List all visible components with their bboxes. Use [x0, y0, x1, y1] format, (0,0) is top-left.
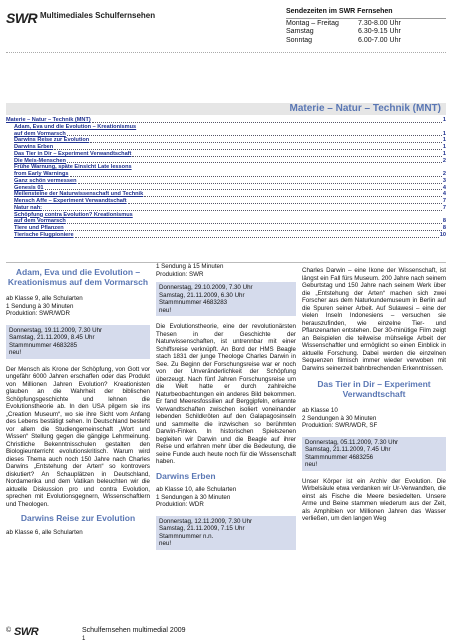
toc-entry-title[interactable]: Schöpfung contra Evolution? Kreationismus [14, 211, 133, 218]
toc-page-number[interactable]: 1 [442, 150, 446, 157]
toc-leader [70, 176, 442, 177]
toc-entry[interactable] [6, 212, 446, 219]
toc-entry[interactable] [6, 117, 446, 124]
header-divider [6, 52, 446, 53]
toc-entry-title[interactable]: auf dem Vormarsch [14, 218, 66, 225]
column-1 [6, 267, 150, 536]
toc-entry[interactable] [6, 131, 446, 138]
page-number: 1 [82, 636, 86, 640]
article-meta-2: ab Klasse 6, alle Schularten [6, 528, 83, 536]
toc-entry-title[interactable]: from Early Warnings [14, 171, 69, 177]
toc-entry[interactable] [6, 137, 446, 144]
toc-entry-title[interactable]: Adam, Eva und die Evolution – Kreationismus [14, 123, 137, 130]
toc-leader [67, 162, 442, 163]
schedule-row [286, 37, 446, 46]
toc-entry-title[interactable]: Tierische Flugpioniere [14, 231, 74, 238]
toc-page-number[interactable]: 3 [442, 177, 446, 184]
toc-entry-title[interactable]: Die Meis-Menschen [14, 157, 66, 164]
article-heading-2: Darwins Reise zur Evolution [20, 513, 136, 523]
toc-leader [92, 122, 442, 123]
toc-entry-title[interactable]: Das Tier in Dir – Experiment Verwandtschaft [14, 150, 132, 157]
toc-leader [54, 149, 442, 150]
toc-entry[interactable] [6, 205, 446, 212]
toc-entry[interactable] [6, 171, 446, 178]
toc-page-number[interactable]: 4 [442, 191, 446, 198]
toc-entry[interactable] [6, 218, 446, 225]
toc-page-number[interactable]: 7 [442, 204, 446, 211]
toc-leader [78, 183, 442, 184]
article-heading: Adam, Eva und die Evolution – Kreationismus auf dem Vormarsch [7, 267, 149, 287]
toc-entry[interactable] [6, 124, 446, 131]
article-body: Die Evolutionstheorie, eine der revolutionärsten Thesen in der Geschichte der Naturwissenschaften, ist untrennbar mit einer Schiffsreise verknüpft. An Bord der HMS Beagle stach 1831 der junge Theologe Charles Darwin in See. Zu Beginn der Forschungsreise war er noch von der Unveränderlichkeit der Schöpfung überzeugt. Nach fünf Jahren Forschungsreise um die Welt hatte er durch zahlreiche Naturbeobachtungen ein anderes Bild bekommen. Er fand Meeresfossilien auf Berggipfeln, erkannte Verwandtschaften zwischen isoliert voneinander lebenden Schildkröten auf den Galapagosinseln und sammelte die inzwischen so berühmten Darwin-Finken. In historischen Spielszenen begleiten wir Darwin und die Beagle auf ihrer Reise und erfahren mehr über die Bedeutung, die seine Funde auch heute noch für die Wissenschaft haben. [156, 323, 296, 465]
toc-leader [75, 237, 439, 238]
schedule-box [286, 8, 446, 45]
toc-entry-title[interactable]: Darwins Reise zur Evolution [14, 137, 90, 144]
toc-entry-title[interactable]: Genesis 01 [14, 184, 44, 191]
toc-entry[interactable] [6, 225, 446, 232]
toc-leader [45, 189, 442, 190]
broadcast-box-2: Donnerstag, 12.11.2009, 7.30 Uhr Samstag, 21.11.2009, 7.15 Uhr Stammnummer n.n. neu! [156, 516, 296, 550]
schedule-row [286, 20, 446, 29]
toc-entry[interactable] [6, 232, 446, 239]
footer-text: Schulfernsehen multimedial 2009 [82, 627, 186, 634]
toc-leader [65, 230, 442, 231]
toc-entry-title[interactable]: Ganz schön vermessen [14, 177, 77, 184]
toc-entry-title[interactable]: Frühe Warnung, späte Einsicht Late lessons [14, 164, 132, 171]
toc-entry[interactable] [6, 191, 446, 198]
broadcast-box: Donnerstag, 05.11.2009, 7.30 Uhr Samstag, 21.11.2009, 7.45 Uhr Stammnummer 4683256 neu! [302, 437, 446, 471]
schedule-time: 7.30-8.00 Uhr [358, 19, 401, 27]
toc-page-number[interactable]: 1 [442, 117, 446, 123]
schedule-day: Samstag [286, 28, 314, 35]
toc-page-number[interactable]: 2 [442, 157, 446, 164]
article-body-2: Unser Körper ist ein Archiv der Evolution. Die Wirbelsäule etwa verdanken wir Ur-Verwandten, die einst als Fische die Meere besiedelten. Unsere Arme und Beine stammen wiederum aus der Zeit, als Amphibien vor Millionen Jahren das Wasser verließen, um den langen Weg [302, 477, 446, 522]
schedule-time: 6.30-9.15 Uhr [358, 28, 401, 35]
toc-entry-title[interactable]: Tiere und Pflanzen [14, 225, 64, 231]
schedule-row [286, 28, 446, 37]
toc-leader [128, 203, 442, 204]
toc-entry[interactable] [6, 164, 446, 171]
schedule-day: Montag – Freitag [286, 19, 339, 27]
schedule-day: Sonntag [286, 36, 313, 44]
table-of-contents [6, 117, 446, 239]
article-heading-2: Darwins Erben [156, 470, 216, 481]
toc-entry[interactable] [6, 198, 446, 205]
toc-entry-title[interactable]: Darwins Erben [14, 144, 54, 150]
article-meta: 1 Sendung à 15 Minuten Produktion: SWR [156, 263, 224, 278]
toc-entry[interactable] [6, 144, 446, 151]
toc-page-number[interactable]: 7 [442, 198, 446, 204]
toc-entry[interactable] [6, 185, 446, 192]
toc-entry-title[interactable]: Mensch Affe – Experiment Verwandtschaft [14, 198, 127, 204]
broadcast-box: Donnerstag, 29.10.2009, 7.30 Uhr Samstag, 21.11.2009, 6.30 Uhr Stammnummer 4683283 neu! [156, 282, 296, 316]
toc-leader [132, 156, 441, 157]
toc-entry-title[interactable]: Materie – Natur – Technik (MNT) [6, 117, 91, 123]
article-meta-2: ab Klasse 10, alle Schularten 1 Sendungen à 30 Minuten Produktion: WDR [156, 486, 237, 508]
toc-entry[interactable] [6, 158, 446, 165]
article-body: Der Mensch als Krone der Schöpfung, von Gott vor ungefähr 6000 Jahren erschaffen oder das Produkt von Millionen Jahren Evolution? Kreationisten glauben an die Wahrheit der biblischen Schöpfungsgeschichte und lehnen die Evolutionstheorie ab. In den USA pilgern sie ins „Creation Museum“, wo sie ihre Sicht vom Anfang des Lebens bestätigt sehen. In Deutschland besteht vor allem die Studiengemeinschaft „Wort und Wissen“ Stellung gegen die gängige Lehrmeinung. Christliche Bekenntnisschulen gestalten den Biologieunterricht evolutionskritisch. Warum wird dieses Thema auch noch 150 Jahre nach Charles Darwins „Entstehung der Arten“ so kontrovers diskutiert? An Schauplätzen in Deutschland, Nordamerika und dem Vatikan beleuchten wir die aktuelle Diskussion pro und contra Evolution, sprechen mit Evolutionsgegnern, Wissenschaftlern und Theologen. [6, 365, 150, 508]
header-title: Multimediales Schulfernsehen [40, 11, 156, 20]
page-title: Materie – Natur – Technik (MNT) [6, 103, 446, 115]
toc-leader [144, 196, 442, 197]
toc-page-number[interactable]: 10 [439, 231, 446, 238]
toc-page-number[interactable]: 1 [442, 144, 446, 150]
toc-page-number[interactable]: 1 [442, 130, 446, 137]
toc-entry-title[interactable]: auf dem Vormarsch [14, 130, 66, 137]
swr-logo: SWR [6, 10, 38, 26]
article-body: Charles Darwin – eine Ikone der Wissenschaft, ist längst ein Fall fürs Museum. 200 Jahre nach seinem Geburtstag und 150 Jahre nach seinem Werk über die „Entstehung der Arten“ machen sich zwei Forscher aus dem Naturkundemuseum in Berlin auf die Spuren seiner Arbeit. Auf Sulawesi – eine der vielen Inseln Indonesiens – versuchen sie herauszufinden, wie einzelne Tier- und Pflanzenarten entstehen. Der 30-minütige Film zeigt an Beispielen die teilweise mühselige Arbeit der Wissenschaftler und ermöglicht so einen Einblick in aktuelle Forschung. Dabei werden die einzelnen Sequenzen filmisch immer wieder verwoben mit Darwins seinerzeit bahnbrechenden Erkenntnissen. [302, 267, 446, 372]
toc-entry-title[interactable]: Meilensteine der Naturwissenschaft und Technik [14, 191, 144, 198]
schedule-heading: Sendezeiten im SWR Fernsehen [286, 8, 446, 19]
toc-page-number[interactable]: 8 [442, 218, 446, 225]
toc-leader [67, 223, 442, 224]
toc-leader [67, 135, 442, 136]
article-meta: ab Klasse 9, alle Schularten 1 Sendung à 30 Minuten Produktion: SWR/WDR [6, 295, 83, 317]
toc-page-number[interactable]: 8 [442, 225, 446, 231]
column-2 [156, 263, 296, 557]
toc-entry-title[interactable]: Natur nah: [14, 204, 42, 211]
footer-swr-logo: SWR [14, 626, 39, 638]
toc-entry[interactable] [6, 178, 446, 185]
column-3 [302, 267, 446, 530]
toc-page-number[interactable]: 4 [442, 184, 446, 191]
copyright-symbol: © [6, 627, 12, 634]
toc-page-number[interactable]: 2 [442, 171, 446, 177]
toc-leader [90, 142, 442, 143]
toc-entry[interactable] [6, 151, 446, 158]
article-heading: Das Tier in Dir – Experiment Verwandtschaft [317, 379, 431, 399]
toc-page-number[interactable]: 1 [442, 137, 446, 144]
schedule-time: 6.00-7.00 Uhr [358, 36, 401, 44]
toc-leader [43, 210, 442, 211]
broadcast-box: Donnerstag, 19.11.2009, 7.30 Uhr Samstag, 21.11.2009, 8.45 Uhr Stammnummer 4683285 neu! [6, 325, 150, 359]
article-meta: ab Klasse 10 2 Sendungen à 30 Minuten Produktion: SWR/WDR, SF [302, 407, 378, 429]
